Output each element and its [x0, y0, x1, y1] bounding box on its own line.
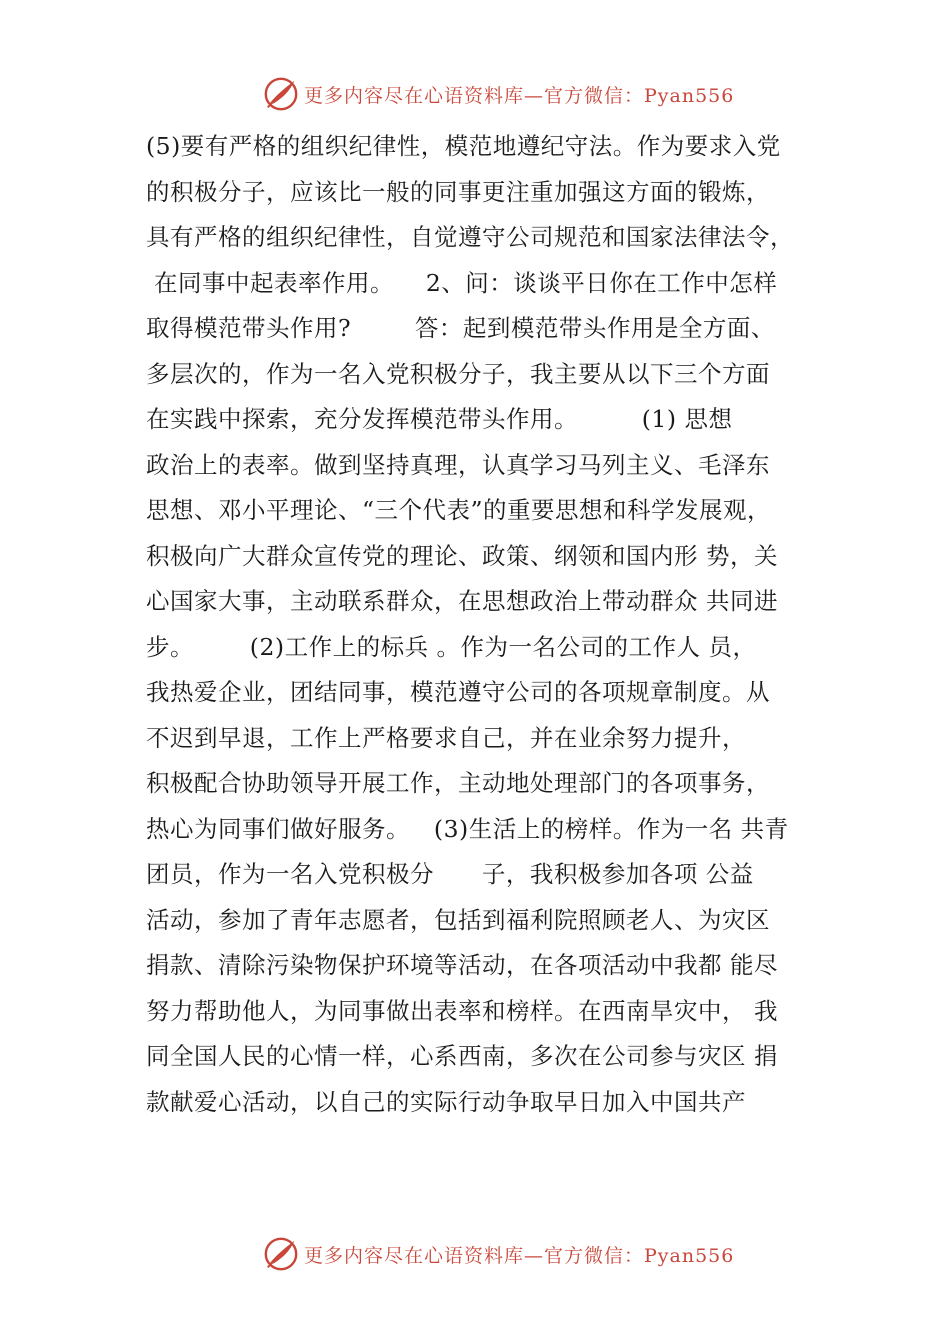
text-line: (5)要有严格的组织纪律性，模范地遵纪守法。作为要求入党 [146, 132, 781, 160]
text-line: 多层次的，作为一名入党积极分子，我主要从以下三个方面 [146, 359, 770, 388]
quill-logo-icon [262, 1235, 300, 1273]
text-line: 款献爱心活动，以自己的实际行动争取早日加入中国共产 [146, 1087, 746, 1116]
text-line: 思想、邓小平理论、“三个代表”的重要思想和科学发展观， [146, 496, 772, 524]
quill-logo-icon [262, 75, 300, 113]
text-line: 热心为同事们做好服务。 (3)生活上的榜样。作为一名 共青 [146, 814, 789, 843]
text-line: 政治上的表率。做到坚持真理，认真学习马列主义、毛泽东 [146, 450, 770, 479]
text-line: 具有严格的组织纪律性，自觉遵守公司规范和国家法律法令， [146, 223, 794, 251]
text-line: 活动，参加了青年志愿者，包括到福利院照顾老人、为灾区 [146, 905, 770, 934]
footer-text: 更多内容尽在心语资料库—官方微信：Pyan556 [304, 1244, 735, 1267]
text-line: 不迟到早退，工作上严格要求自己，并在业余努力提升， [146, 723, 746, 752]
document-body [146, 124, 846, 1125]
text-line: 积极向广大群众宣传党的理论、政策、纲领和国内形 势，关 [146, 541, 778, 570]
text-line: 的积极分子，应该比一般的同事更注重加强这方面的锻炼， [146, 177, 770, 206]
footer-banner [262, 1234, 734, 1274]
text-line: 努力帮助他人，为同事做出表率和榜样。在西南旱灾中， 我 [146, 996, 778, 1025]
header-text: 更多内容尽在心语资料库—官方微信：Pyan556 [304, 84, 735, 107]
text-line: 我热爱企业，团结同事，模范遵守公司的各项规章制度。从 [146, 678, 770, 706]
text-line: 团员，作为一名入党积极分 子，我积极参加各项 公益 [146, 860, 754, 888]
text-line: 同全国人民的心情一样，心系西南，多次在公司参与灾区 捐 [146, 1042, 778, 1070]
header-banner [262, 74, 734, 114]
text-line: 在同事中起表率作用。 2、问：谈谈平日你在工作中怎样 [146, 268, 778, 297]
text-line: 步。 (2)工作上的标兵 。作为一名公司的工作人 员， [146, 632, 757, 661]
text-line: 积极配合协助领导开展工作，主动地处理部门的各项事务， [146, 769, 770, 797]
text-line: 捐款、清除污染物保护环境等活动，在各项活动中我都 能尽 [146, 951, 778, 979]
text-line: 在实践中探索，充分发挥模范带头作用。 (1) 思想 [146, 405, 733, 433]
text-line: 取得模范带头作用? 答：起到模范带头作用是全方面、 [146, 314, 775, 342]
text-line: 心国家大事，主动联系群众，在思想政治上带动群众 共同进 [146, 587, 778, 615]
